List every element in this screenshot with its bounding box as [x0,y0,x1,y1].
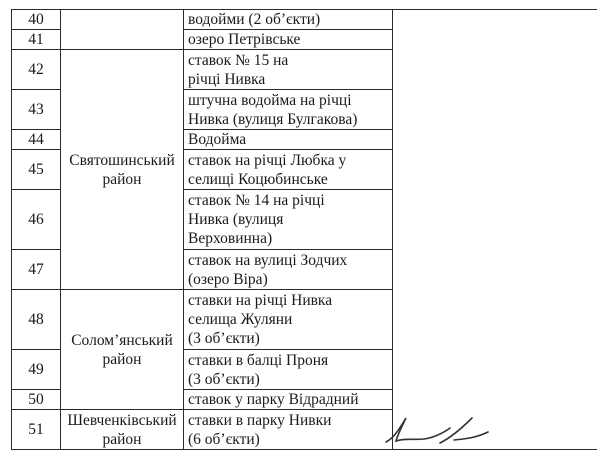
object-name: ставок у парку Відрадний [184,390,393,410]
object-name: ставки в балці Проня (3 об’єкти) [184,350,393,390]
row-number: 45 [12,150,61,190]
row-number: 44 [12,130,61,150]
object-name: ставок на річці Любка у селищі Коцюбинське [184,150,393,190]
object-name: водойми (2 об’єкти) [184,10,393,30]
row-number: 43 [12,90,61,130]
handwritten-signature [384,410,494,445]
object-name: ставки на річці Нивка селища Жуляни (3 об’єкти) [184,290,393,350]
object-name: ставок № 15 на річці Нивка [184,50,393,90]
object-name: Водойма [184,130,393,150]
district-name: Шевченківський район [61,410,184,450]
row-number: 49 [12,350,61,390]
row-number: 47 [12,250,61,290]
notes-column [393,10,597,450]
row-number: 41 [12,30,61,50]
district-cell-empty [61,10,184,50]
row-number: 40 [12,10,61,30]
row-number: 46 [12,190,61,250]
object-name: озеро Петрівське [184,30,393,50]
row-number: 50 [12,390,61,410]
object-name: ставок № 14 на річці Нивка (вулиця Верховинна) [184,190,393,250]
object-name: штучна водойма на річці Нивка (вулиця Булгакова) [184,90,393,130]
object-name: ставок на вулиці Зодчих (озеро Віра) [184,250,393,290]
row-number: 48 [12,290,61,350]
row-number: 42 [12,50,61,90]
district-name: Солом’янський район [61,290,184,410]
row-number: 51 [12,410,61,450]
water-bodies-table [11,9,597,450]
table-row [12,10,597,30]
district-name: Святошинський район [61,50,184,290]
object-name: ставки в парку Нивки (6 об’єкти) [184,410,393,450]
